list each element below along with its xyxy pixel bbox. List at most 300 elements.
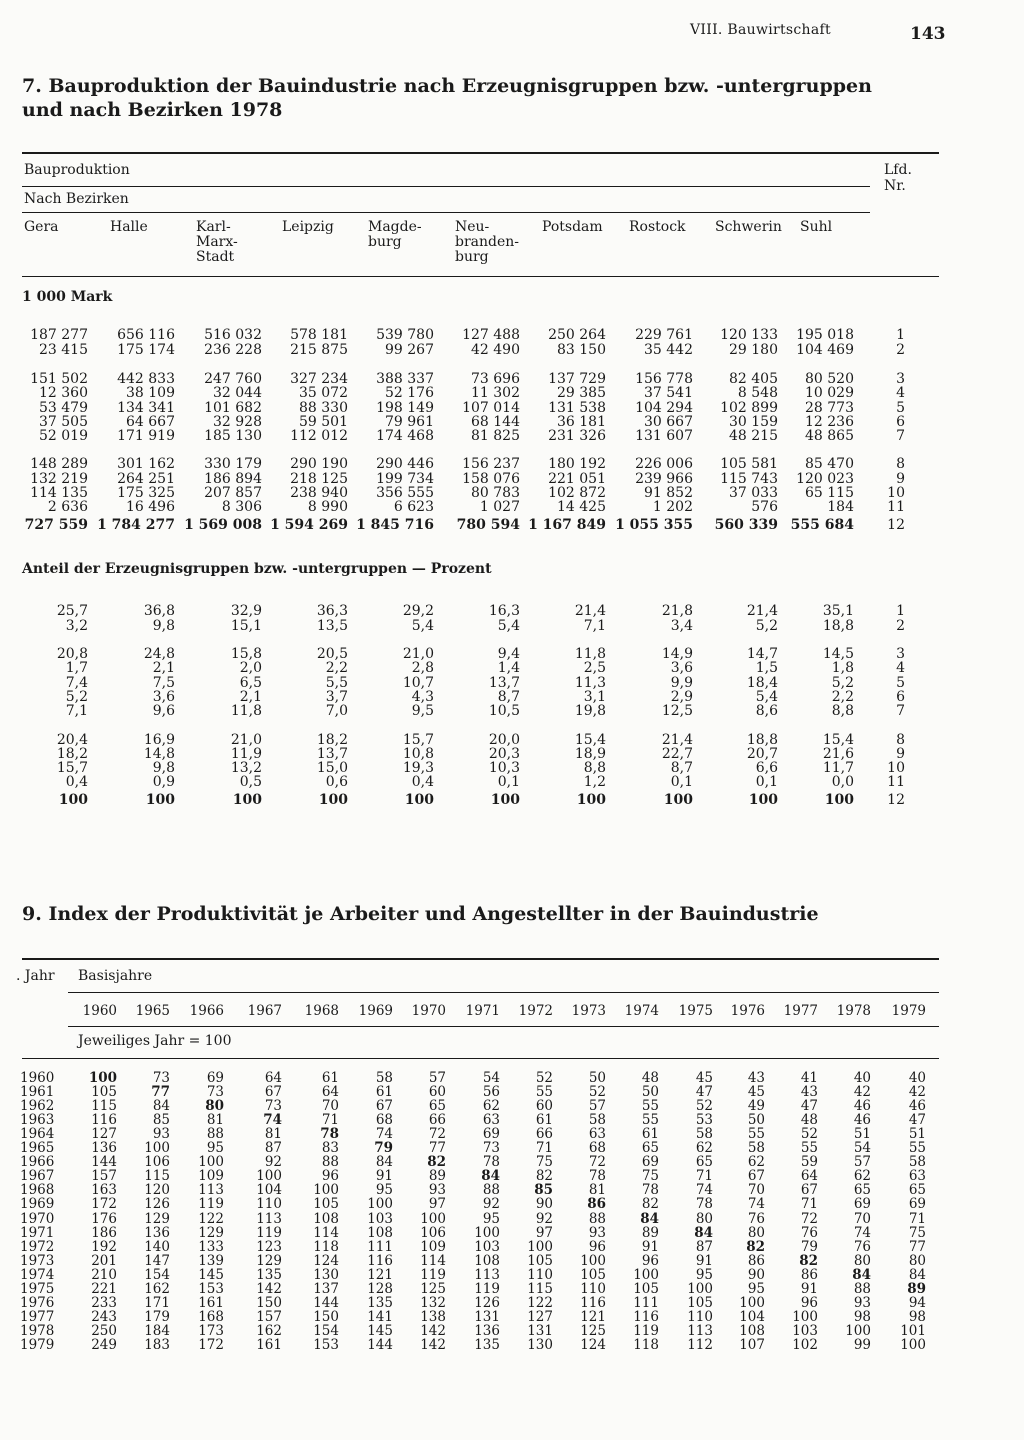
table-cell: 0,5 xyxy=(239,774,262,790)
table-cell: 57 xyxy=(428,1070,446,1086)
row-year: 1963 xyxy=(20,1112,55,1129)
table-row xyxy=(0,1085,1024,1099)
table-cell: 4 xyxy=(896,385,905,401)
table-cell: 29 385 xyxy=(557,385,606,401)
table-cell: 52 019 xyxy=(39,428,88,444)
table-cell: 105 xyxy=(580,1266,606,1283)
table-cell: 21,4 xyxy=(746,603,778,619)
table-cell: 105 581 xyxy=(720,456,778,472)
table-row xyxy=(0,1338,1024,1352)
table-cell: 58 xyxy=(588,1112,606,1129)
table7-column-header: Stadt xyxy=(196,249,235,265)
table-cell: 3,4 xyxy=(670,618,693,634)
row-year: 1967 xyxy=(20,1168,55,1185)
table-row xyxy=(0,1169,1024,1183)
table7-header-nach-bezirken: Nach Bezirken xyxy=(24,191,129,207)
table-cell: 80 xyxy=(747,1224,765,1241)
table-cell: 82 xyxy=(746,1238,765,1255)
table-cell: 4,3 xyxy=(411,689,434,705)
table-cell: 121 xyxy=(580,1308,606,1325)
table-cell: 92 xyxy=(482,1196,500,1213)
table-cell: 100 xyxy=(474,1224,500,1241)
table-cell: 75 xyxy=(641,1168,659,1185)
table-cell: 58 xyxy=(375,1070,393,1086)
table-cell: 63 xyxy=(588,1126,606,1143)
table-cell: 62 xyxy=(853,1168,871,1185)
table-cell: 47 xyxy=(695,1084,713,1101)
table7-column-header: Schwerin xyxy=(715,219,782,235)
table-cell: 76 xyxy=(747,1210,765,1227)
table-cell: 73 xyxy=(482,1140,500,1157)
table-cell: 9,4 xyxy=(497,646,520,662)
table9-base-year: 1977 xyxy=(783,1003,818,1019)
table-cell: 0,4 xyxy=(65,774,88,790)
table-cell: 55 xyxy=(641,1112,659,1129)
table-cell: 1 xyxy=(896,603,905,619)
table-cell: 2 xyxy=(896,342,905,358)
table-cell: 144 xyxy=(367,1336,393,1353)
table-cell: 84 xyxy=(640,1210,659,1227)
table-cell: 100 xyxy=(145,792,175,808)
table7-column-header: Rostock xyxy=(629,219,686,235)
table-cell: 250 264 xyxy=(548,327,606,343)
table-cell: 221 051 xyxy=(548,471,606,487)
table-cell: 7 xyxy=(896,428,905,444)
table-cell: 127 xyxy=(91,1126,117,1143)
row-year: 1971 xyxy=(20,1224,55,1241)
table-cell: 154 xyxy=(313,1322,339,1339)
table-cell: 12 360 xyxy=(39,385,88,401)
table-row xyxy=(0,775,1024,789)
table-cell: 145 xyxy=(367,1322,393,1339)
table-cell: 539 780 xyxy=(376,327,434,343)
table-cell: 112 012 xyxy=(290,428,348,444)
table-cell: 9,8 xyxy=(152,760,175,776)
table-cell: 9,9 xyxy=(670,675,693,691)
table-cell: 106 xyxy=(420,1224,446,1241)
row-year: 1973 xyxy=(20,1252,55,1269)
table-cell: 105 xyxy=(687,1294,713,1311)
table-cell: 79 xyxy=(800,1238,818,1255)
table-cell: 226 006 xyxy=(635,456,693,472)
table-cell: 29 180 xyxy=(729,342,778,358)
table-cell: 1 569 008 xyxy=(184,517,262,533)
table9-rule-2 xyxy=(68,992,939,993)
table-cell: 100 xyxy=(748,792,778,808)
table-cell: 100 xyxy=(318,792,348,808)
table7-column-header: Marx- xyxy=(196,234,238,250)
table-cell: 301 162 xyxy=(117,456,175,472)
table-cell: 67 xyxy=(264,1084,282,1101)
table-cell: 85 470 xyxy=(805,456,854,472)
table-cell: 13,7 xyxy=(488,675,520,691)
table9-base-year: 1978 xyxy=(836,1003,871,1019)
table-row xyxy=(0,733,1024,747)
row-year: 1961 xyxy=(20,1084,55,1101)
table-cell: 61 xyxy=(641,1126,659,1143)
table-cell: 42 xyxy=(908,1084,926,1101)
table-row xyxy=(0,472,1024,486)
table-cell: 3,6 xyxy=(152,689,175,705)
table-cell: 11,8 xyxy=(230,703,262,719)
table-cell: 78 xyxy=(695,1196,713,1213)
row-year: 1976 xyxy=(20,1294,55,1311)
table-row xyxy=(0,1099,1024,1113)
table-cell: 109 xyxy=(198,1168,224,1185)
table-cell: 2,1 xyxy=(239,689,262,705)
table-cell: 5,4 xyxy=(755,689,778,705)
table-cell: 120 023 xyxy=(796,471,854,487)
table-cell: 127 xyxy=(527,1308,553,1325)
table-cell: 98 xyxy=(908,1308,926,1325)
table-cell: 108 xyxy=(474,1252,500,1269)
table-cell: 74 xyxy=(853,1224,871,1241)
table-cell: 175 174 xyxy=(117,342,175,358)
table-cell: 81 xyxy=(264,1126,282,1143)
table-cell: 0,1 xyxy=(497,774,520,790)
table-cell: 37 541 xyxy=(644,385,693,401)
table-cell: 74 xyxy=(747,1196,765,1213)
row-year: 1969 xyxy=(20,1196,55,1213)
table-cell: 5,4 xyxy=(411,618,434,634)
table-cell: 1,2 xyxy=(583,774,606,790)
table-cell: 137 729 xyxy=(548,371,606,387)
table-cell: 20,7 xyxy=(746,746,778,762)
table-cell: 19,3 xyxy=(402,760,434,776)
table-cell: 141 xyxy=(367,1308,393,1325)
table-cell: 130 xyxy=(527,1336,553,1353)
table-row xyxy=(0,1310,1024,1324)
table-cell: 61 xyxy=(535,1112,553,1129)
table-cell: 43 xyxy=(800,1084,818,1101)
table-cell: 3,1 xyxy=(583,689,606,705)
table-cell: 53 479 xyxy=(39,400,88,416)
table-cell: 84 xyxy=(152,1098,170,1115)
table-cell: 16 496 xyxy=(126,499,175,515)
table-cell: 55 xyxy=(800,1140,818,1157)
table-cell: 48 xyxy=(641,1070,659,1086)
table-cell: 9 xyxy=(896,746,905,762)
table-cell: 113 xyxy=(256,1210,282,1227)
table-cell: 82 xyxy=(799,1252,818,1269)
table-cell: 11 302 xyxy=(471,385,520,401)
table-cell: 25,7 xyxy=(56,603,88,619)
table-cell: 64 xyxy=(800,1168,818,1185)
table-row xyxy=(0,1197,1024,1211)
table-cell: 229 761 xyxy=(635,327,693,343)
table9-top-rule xyxy=(22,958,939,960)
section-header: VIII. Bauwirtschaft xyxy=(690,22,831,38)
table-cell: 96 xyxy=(641,1252,659,1269)
table9-base-year: 1976 xyxy=(730,1003,765,1019)
table-cell: 15,7 xyxy=(56,760,88,776)
table-cell: 116 xyxy=(580,1294,606,1311)
table-cell: 100 xyxy=(404,792,434,808)
table-cell: 52 176 xyxy=(385,385,434,401)
table-cell: 66 xyxy=(535,1126,553,1143)
table-cell: 58 xyxy=(747,1140,765,1157)
table-cell: 179 xyxy=(144,1308,170,1325)
table-cell: 1 xyxy=(896,327,905,343)
table-cell: 67 xyxy=(800,1182,818,1199)
table-cell: 10 xyxy=(887,760,905,776)
table-cell: 125 xyxy=(420,1280,446,1297)
page-number: 143 xyxy=(910,24,946,44)
table-cell: 210 xyxy=(91,1266,117,1283)
table-cell: 78 xyxy=(588,1168,606,1185)
table7-column-header: Gera xyxy=(24,219,59,235)
table-cell: 145 xyxy=(198,1266,224,1283)
table-cell: 67 xyxy=(747,1168,765,1185)
table-cell: 0,9 xyxy=(152,774,175,790)
table-cell: 35,1 xyxy=(822,603,854,619)
table-cell: 11,8 xyxy=(574,646,606,662)
table-cell: 18,4 xyxy=(746,675,778,691)
table-cell: 122 xyxy=(527,1294,553,1311)
table-cell: 168 xyxy=(198,1308,224,1325)
table-cell: 142 xyxy=(420,1336,446,1353)
table-cell: 71 xyxy=(695,1168,713,1185)
row-year: 1979 xyxy=(20,1336,55,1353)
table-cell: 69 xyxy=(853,1196,871,1213)
table-cell: 10 xyxy=(887,485,905,501)
table-cell: 156 778 xyxy=(635,371,693,387)
table-cell: 83 xyxy=(321,1140,339,1157)
table-cell: 20,0 xyxy=(488,732,520,748)
table-cell: 88 xyxy=(321,1154,339,1171)
table-cell: 109 xyxy=(420,1238,446,1255)
table7-header-lfd: Lfd. xyxy=(884,162,912,178)
table-cell: 65 115 xyxy=(805,485,854,501)
table-cell: 2,9 xyxy=(670,689,693,705)
table-cell: 53 xyxy=(695,1112,713,1129)
table-cell: 10,7 xyxy=(402,675,434,691)
row-year: 1965 xyxy=(20,1140,55,1157)
table-cell: 126 xyxy=(474,1294,500,1311)
table-cell: 330 179 xyxy=(204,456,262,472)
table-cell: 131 607 xyxy=(635,428,693,444)
table-cell: 154 xyxy=(144,1266,170,1283)
table-cell: 104 469 xyxy=(796,342,854,358)
table-cell: 100 xyxy=(256,1168,282,1185)
table-cell: 56 xyxy=(482,1084,500,1101)
table-cell: 6 xyxy=(896,689,905,705)
table-cell: 116 xyxy=(367,1252,393,1269)
table-row xyxy=(0,415,1024,429)
table-cell: 100 xyxy=(792,1308,818,1325)
table-cell: 18,8 xyxy=(746,732,778,748)
table-cell: 48 865 xyxy=(805,428,854,444)
table-row xyxy=(0,747,1024,761)
table-row xyxy=(0,429,1024,443)
table7-header-nr: Nr. xyxy=(884,178,906,194)
table-cell: 21,4 xyxy=(661,732,693,748)
table9-header-jeweiliges: Jeweiliges Jahr = 100 xyxy=(78,1033,232,1049)
table-cell: 88 xyxy=(588,1210,606,1227)
table-cell: 290 190 xyxy=(290,456,348,472)
table-cell: 100 xyxy=(313,1182,339,1199)
table-cell: 250 xyxy=(91,1322,117,1339)
table-cell: 62 xyxy=(695,1140,713,1157)
table-cell: 180 192 xyxy=(548,456,606,472)
table-cell: 100 xyxy=(490,792,520,808)
table-cell: 135 xyxy=(474,1336,500,1353)
table-cell: 0,4 xyxy=(411,774,434,790)
table-cell: 102 899 xyxy=(720,400,778,416)
table-cell: 150 xyxy=(313,1308,339,1325)
table-cell: 52 xyxy=(588,1084,606,1101)
table-cell: 102 xyxy=(792,1336,818,1353)
table-cell: 95 xyxy=(695,1266,713,1283)
table-cell: 80 xyxy=(695,1210,713,1227)
row-year: 1962 xyxy=(20,1098,55,1115)
table-cell: 96 xyxy=(800,1294,818,1311)
table-cell: 21,6 xyxy=(822,746,854,762)
table-cell: 100 xyxy=(687,1280,713,1297)
table-cell: 6 623 xyxy=(393,499,434,515)
table-cell: 8,8 xyxy=(583,760,606,776)
table-cell: 18,8 xyxy=(822,618,854,634)
table-cell: 57 xyxy=(588,1098,606,1115)
table-cell: 124 xyxy=(313,1252,339,1269)
table-cell: 49 xyxy=(747,1098,765,1115)
table-cell: 21,4 xyxy=(574,603,606,619)
table-cell: 108 xyxy=(313,1210,339,1227)
table-cell: 35 072 xyxy=(299,385,348,401)
table-cell: 119 xyxy=(256,1224,282,1241)
table-cell: 82 405 xyxy=(729,371,778,387)
table-cell: 65 xyxy=(908,1182,926,1199)
table-cell: 68 144 xyxy=(471,414,520,430)
table9-title: 9. Index der Produktivität je Arbeiter und Angestellter in der Bauindustrie xyxy=(22,903,819,925)
table9-base-year: 1965 xyxy=(135,1003,170,1019)
table-cell: 139 xyxy=(198,1252,224,1269)
table-cell: 100 xyxy=(633,1266,659,1283)
table7-unit-mark: 1 000 Mark xyxy=(22,289,113,305)
table-cell: 41 xyxy=(800,1070,818,1086)
row-year: 1974 xyxy=(20,1266,55,1283)
table-cell: 20,8 xyxy=(56,646,88,662)
table-cell: 128 xyxy=(367,1280,393,1297)
table7-header-bottom-rule xyxy=(22,276,939,277)
table-cell: 100 xyxy=(88,1070,117,1086)
table-cell: 5,2 xyxy=(65,689,88,705)
table-row xyxy=(0,1296,1024,1310)
table-cell: 80 xyxy=(908,1252,926,1269)
table-cell: 3,2 xyxy=(65,618,88,634)
table-cell: 75 xyxy=(908,1224,926,1241)
table7-column-header: Potsdam xyxy=(542,219,603,235)
table-cell: 15,0 xyxy=(316,760,348,776)
table-cell: 118 xyxy=(313,1238,339,1255)
table-cell: 91 xyxy=(800,1280,818,1297)
table-cell: 35 442 xyxy=(644,342,693,358)
table-cell: 69 xyxy=(482,1126,500,1143)
table-cell: 727 559 xyxy=(24,517,88,533)
table-cell: 77 xyxy=(428,1140,446,1157)
table-cell: 37 033 xyxy=(729,485,778,501)
table-cell: 84 xyxy=(852,1266,871,1283)
table7-title-line1: 7. Bauproduktion der Bauindustrie nach Erzeugnisgruppen bzw. -untergruppen xyxy=(22,75,872,97)
table-cell: 221 xyxy=(91,1280,117,1297)
table-cell: 135 xyxy=(367,1294,393,1311)
table-cell: 13,2 xyxy=(230,760,262,776)
table-row xyxy=(0,661,1024,675)
table-cell: 70 xyxy=(747,1182,765,1199)
table-cell: 18,2 xyxy=(316,732,348,748)
table-cell: 28 773 xyxy=(805,400,854,416)
row-year: 1977 xyxy=(20,1308,55,1325)
table-cell: 43 xyxy=(747,1070,765,1086)
table-cell: 68 xyxy=(375,1112,393,1129)
table-cell: 36,3 xyxy=(316,603,348,619)
table-cell: 20,5 xyxy=(316,646,348,662)
table-cell: 156 237 xyxy=(462,456,520,472)
table-cell: 95 xyxy=(482,1210,500,1227)
table-row xyxy=(0,1240,1024,1254)
table-cell: 97 xyxy=(535,1224,553,1241)
table-cell: 2,0 xyxy=(239,660,262,676)
row-year: 1968 xyxy=(20,1182,55,1199)
table-cell: 5,4 xyxy=(497,618,520,634)
table-cell: 100 xyxy=(367,1196,393,1213)
table-cell: 89 xyxy=(641,1224,659,1241)
table-cell: 52 xyxy=(535,1070,553,1086)
table-cell: 64 xyxy=(321,1084,339,1101)
table-cell: 63 xyxy=(908,1168,926,1185)
table-cell: 186 894 xyxy=(204,471,262,487)
table-cell: 22,7 xyxy=(661,746,693,762)
table-cell: 47 xyxy=(800,1098,818,1115)
table-cell: 175 325 xyxy=(117,485,175,501)
table-cell: 327 234 xyxy=(290,371,348,387)
table-cell: 1,4 xyxy=(497,660,520,676)
row-year: 1966 xyxy=(20,1154,55,1171)
table9-header-jahr: . Jahr xyxy=(16,968,55,984)
table-cell: 137 xyxy=(313,1280,339,1297)
table-cell: 37 505 xyxy=(39,414,88,430)
table-cell: 130 xyxy=(313,1266,339,1283)
table-cell: 780 594 xyxy=(456,517,520,533)
table-cell: 108 xyxy=(739,1322,765,1339)
table-cell: 247 760 xyxy=(204,371,262,387)
table-cell: 125 xyxy=(580,1322,606,1339)
table-row xyxy=(0,1155,1024,1169)
table-row xyxy=(0,604,1024,618)
table-cell: 92 xyxy=(535,1210,553,1227)
table-cell: 93 xyxy=(588,1224,606,1241)
table-cell: 161 xyxy=(198,1294,224,1311)
table-cell: 70 xyxy=(321,1098,339,1115)
table-cell: 131 xyxy=(527,1322,553,1339)
table-row xyxy=(0,761,1024,775)
table-cell: 42 490 xyxy=(471,342,520,358)
table-cell: 124 xyxy=(580,1336,606,1353)
table-cell: 115 xyxy=(144,1168,170,1185)
table-cell: 3,7 xyxy=(325,689,348,705)
table-cell: 10 029 xyxy=(805,385,854,401)
table-cell: 74 xyxy=(375,1126,393,1143)
table-cell: 8 990 xyxy=(307,499,348,515)
table-cell: 100 xyxy=(900,1336,926,1353)
table-cell: 88 xyxy=(853,1280,871,1297)
table-cell: 90 xyxy=(747,1266,765,1283)
table-cell: 148 289 xyxy=(30,456,88,472)
table-cell: 14,7 xyxy=(746,646,778,662)
table-cell: 100 xyxy=(420,1210,446,1227)
table-cell: 51 xyxy=(853,1126,871,1143)
table-cell: 18,2 xyxy=(56,746,88,762)
